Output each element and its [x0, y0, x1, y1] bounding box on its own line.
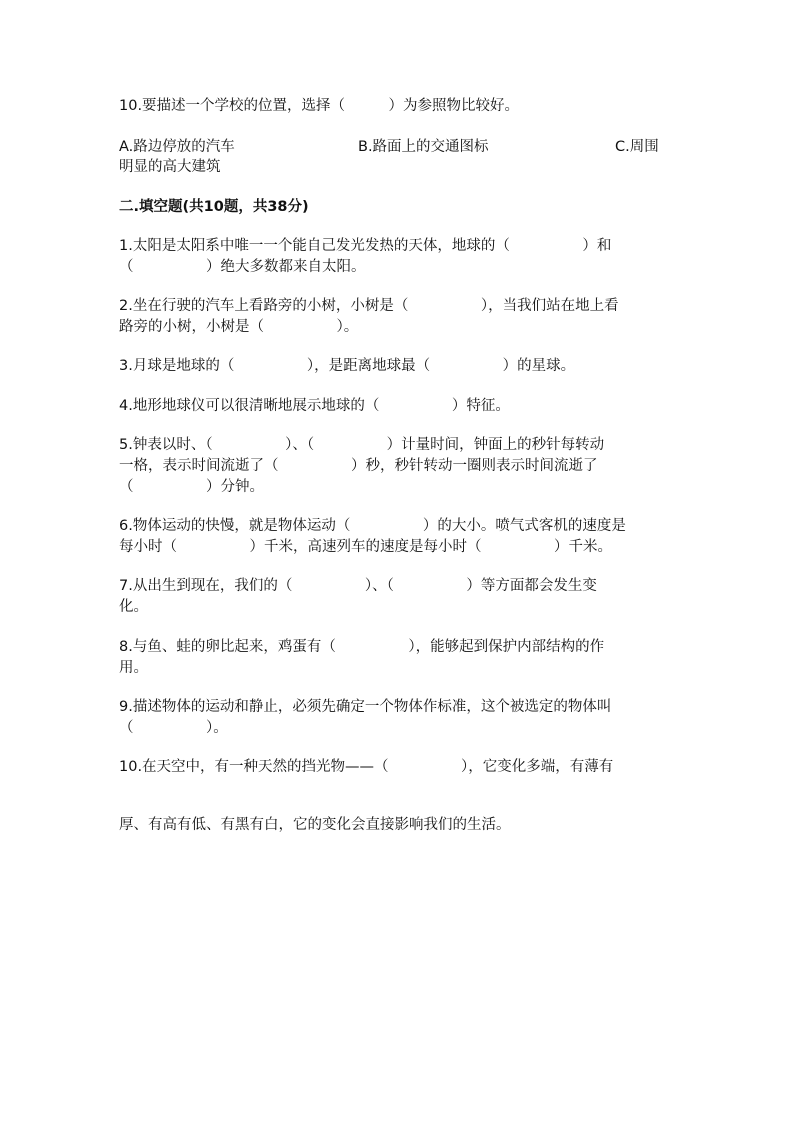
option-a: A.路边停放的汽车: [119, 139, 235, 155]
fill-blank-10-line-1: 10.在天空中，有一种天然的挡光物——（ ），它变化多端，有薄有: [119, 759, 614, 775]
fill-blank-2-line-2: 路旁的小树，小树是（ ）。: [119, 319, 359, 335]
fill-blank-4: 4.地形地球仪可以很清晰地展示地球的（ ）特征。: [119, 398, 510, 414]
fill-blank-6-line-1: 6.物体运动的快慢，就是物体运动（ ）的大小。喷气式客机的速度是: [119, 518, 626, 534]
fill-blank-1-line-2: （ ）绝大多数都来自太阳。: [119, 259, 366, 275]
choice-question-10-stem: 10.要描述一个学校的位置，选择（ ）为参照物比较好。: [119, 98, 520, 114]
fill-blank-5-line-1: 5.钟表以时、（ ）、（ ）计量时间，钟面上的秒针每转动: [119, 437, 605, 453]
fill-blank-5-line-2: 一格，表示时间流逝了（ ）秒，秒针转动一圈则表示时间流逝了: [119, 458, 598, 474]
fill-blank-7-line-2: 化。: [119, 599, 148, 615]
section-title: 二.填空题(共10题，共38分): [119, 199, 309, 215]
fill-blank-5-line-3: （ ）分钟。: [119, 479, 264, 495]
fill-blank-7-line-1: 7.从出生到现在，我们的（ ）、（ ）等方面都会发生变: [119, 578, 597, 594]
fill-blank-9-line-1: 9.描述物体的运动和静止，必须先确定一个物体作标准，这个被选定的物体叫: [119, 699, 612, 715]
fill-blank-1-line-1: 1.太阳是太阳系中唯一一个能自己发光发热的天体，地球的（ ）和: [119, 238, 612, 254]
option-c-continued: 明显的高大建筑: [119, 159, 221, 175]
fill-blank-8-line-1: 8.与鱼、蛙的卵比起来，鸡蛋有（ ），能够起到保护内部结构的作: [119, 639, 605, 655]
fill-blank-9-line-2: （ ）。: [119, 720, 228, 736]
fill-blank-2-line-1: 2.坐在行驶的汽车上看路旁的小树，小树是（ ），当我们站在地上看: [119, 298, 619, 314]
fill-blank-3: 3.月球是地球的（ ），是距离地球最（ ）的星球。: [119, 358, 576, 374]
fill-blank-6-line-2: 每小时（ ）千米，高速列车的速度是每小时（ ）千米。: [119, 539, 612, 555]
option-c: C.周围: [615, 139, 659, 155]
fill-blank-10-line-2: 厚、有高有低、有黑有白，它的变化会直接影响我们的生活。: [119, 817, 511, 833]
option-b: B.路面上的交通图标: [358, 139, 489, 155]
fill-blank-8-line-2: 用。: [119, 660, 148, 676]
